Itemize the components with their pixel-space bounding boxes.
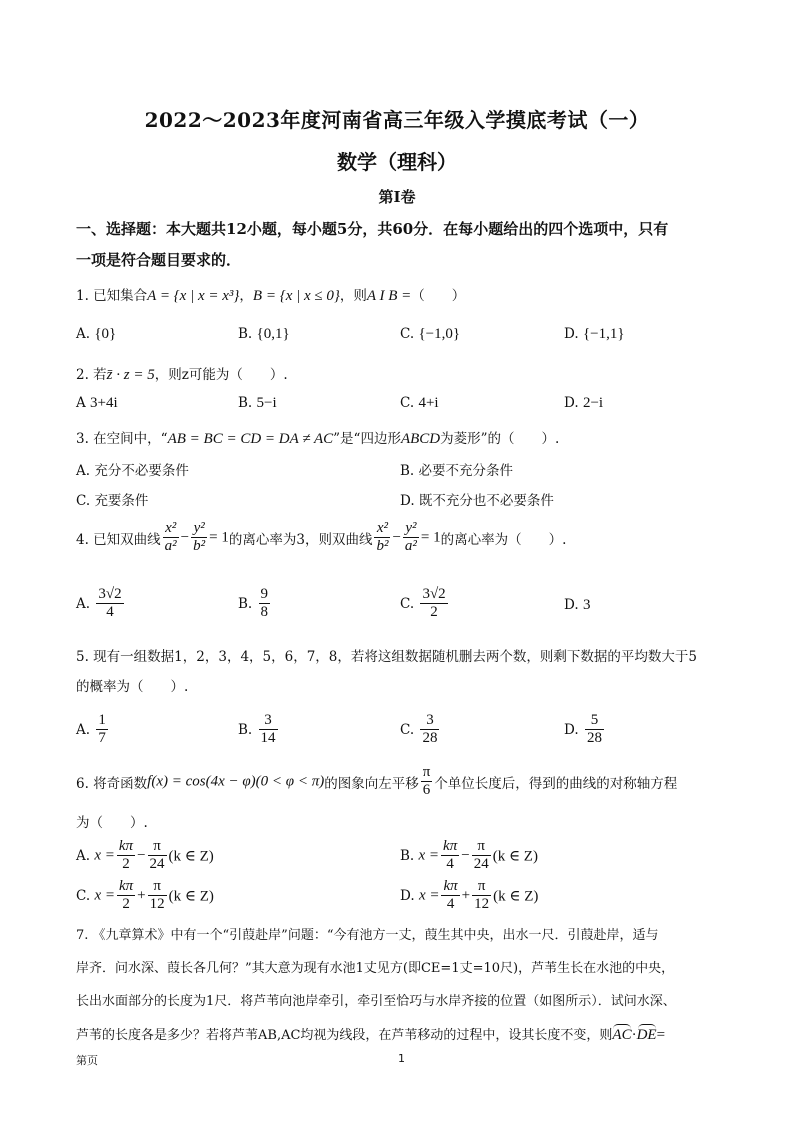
q6-option-b[interactable]: B. x = $\frac{k\pi}{4}$ − $\frac{\pi}{24}$ (k ∈ Z) [400,838,538,873]
q1-option-a[interactable]: A. {0} [76,326,117,342]
q4-option-a[interactable]: A. $\frac{3√2}{4}$ [76,586,122,621]
q2-option-a[interactable]: A 3+4i [76,395,118,411]
section-instruction-line2: 一项是符合题目要求的． [76,251,242,269]
q1-option-c[interactable]: C. {−1,0} [400,326,461,342]
question-6-line2: 为（ ）. [76,815,148,831]
conjugate-expr: z̄ · z = 5 [106,367,155,383]
q2-option-c[interactable]: C. 4+i [400,395,439,411]
q5-option-b[interactable]: B. $\frac{3}{14}$ [238,712,276,747]
question-4: 4. 已知双曲线 $\frac{\text{x²}}{\text{a²}}$ − $\frac{\text{y²}}{\text{b²}}$ = 1的离心率为3，则双曲线 $\frac{\text{x²}}{\text{b²}}$ − $\frac{\text{y²}}{\text{a²}}$ = 1的离心率为（ ）. [76,520,567,555]
q4-eq1-frac2: $\frac{\text{y²}}{\text{b²}}$ [193,520,206,555]
q3-option-d[interactable]: D. 既不充分也不必要条件 [400,493,554,509]
q3-option-c[interactable]: C. 充要条件 [76,493,149,509]
odd-function-expr: f(x) = cos(4x − φ)(0 < φ < π) [147,773,325,790]
q6-option-c[interactable]: C. x = $\frac{k\pi}{2}$ + $\frac{\pi}{12}$ (k ∈ Z) [76,878,214,913]
exam-subtitle: 数学（理科） [337,150,457,174]
q5-option-c[interactable]: C. $\frac{3}{28}$ [400,712,438,747]
question-6: 6. 将奇函数f(x) = cos(4x − φ)(0 < φ < π)的图象向左平移 $\frac{\pi}{6}$ 个单位长度后，得到的曲线的对称轴方程 [76,764,678,799]
set-a: A = {x | x = x³} [147,288,240,304]
q5-option-a[interactable]: A. $\frac{1}{7}$ [76,712,106,747]
q6-option-d[interactable]: D. x = $\frac{k\pi}{4}$ + $\frac{\pi}{12}$ (k ∈ Z) [400,878,539,913]
question-5-line1: 5. 现有一组数据1，2，3，4，5，6，7，8，若将这组数据随机删去两个数，则剩下数据的平均数大于5 [76,649,697,665]
q6-option-a[interactable]: A. x = $\frac{k\pi}{2}$ − $\frac{\pi}{24}$ (k ∈ Z) [76,838,214,873]
q4-eq1-frac1: $\frac{\text{x²}}{\text{a²}}$ [164,520,177,555]
footer-page-label: 第页 [76,1054,98,1067]
volume-label: 第Ⅰ卷 [378,188,416,206]
q1-option-d[interactable]: D. {−1,1} [564,326,625,342]
q4-option-c[interactable]: C. $\frac{3√2}{2}$ [400,586,446,621]
set-b: B = {x | x ≤ 0} [252,288,340,304]
q4-option-b[interactable]: B. $\frac{9}{8}$ [238,586,269,621]
question-2: 2. 若z̄ · z = 5，则z可能为（ ）. [76,367,288,383]
question-7-line2: 岸齐．问水深、葭长各几何？”其大意为现有水池1丈见方(即CE=1丈=10尺)，芦苇生长在水池的中央， [76,961,675,976]
vector-de: DE [636,1027,657,1043]
footer-page-number: 1 [398,1052,405,1065]
vector-ac: AC [612,1027,632,1043]
q1-option-b[interactable]: B. {0,1} [238,326,290,342]
q2-option-d[interactable]: D. 2−i [564,395,604,411]
q5-option-d[interactable]: D. $\frac{5}{28}$ [564,712,602,747]
question-7-line1: 7. 《九章算术》中有一个“引葭赴岸”问题：“今有池方一丈，葭生其中央，出水一尺．引葭赴岸，适与 [76,928,659,943]
q4-eq2-frac1: $\frac{\text{x²}}{\text{b²}}$ [376,520,389,555]
question-5-line2: 的概率为（ ）. [76,679,189,695]
question-1: 1. 已知集合A = {x | x = x³}，B = {x | x ≤ 0}，则A I B =（ ） [76,288,466,304]
q3-option-b[interactable]: B. 必要不充分条件 [400,463,514,479]
question-7-line4: 芦苇的长度各是多少？若将芦苇AB,AC均视为线段，在芦苇移动的过程中，设其长度不变，则AC·DE= [76,1027,666,1043]
q2-option-b[interactable]: B. 5−i [238,395,277,411]
exam-title: 2022～2023年度河南省高三年级入学摸底考试（一） [144,108,650,132]
edge-equality-expr: AB = BC = CD = DA ≠ AC [167,431,334,447]
question-3: 3. 在空间中，“AB = BC = CD = DA ≠ AC”是“四边形ABCD为菱形”的（ ）. [76,431,560,447]
section-instruction-line1: 一、选择题：本大题共12小题，每小题5分，共60分．在每小题给出的四个选项中，只有 [76,220,669,238]
q4-eq2-frac2: $\frac{\text{y²}}{\text{a²}}$ [404,520,417,555]
intersection-expr: A I B = [366,288,412,304]
q3-option-a[interactable]: A. 充分不必要条件 [76,463,189,479]
question-7-line3: 长出水面部分的长度为1尺．将芦苇向池岸牵引，牵引至恰巧与水岸齐接的位置（如图所示）．试问水深、 [76,994,676,1009]
q4-option-d[interactable]: D. 3 [564,597,591,613]
